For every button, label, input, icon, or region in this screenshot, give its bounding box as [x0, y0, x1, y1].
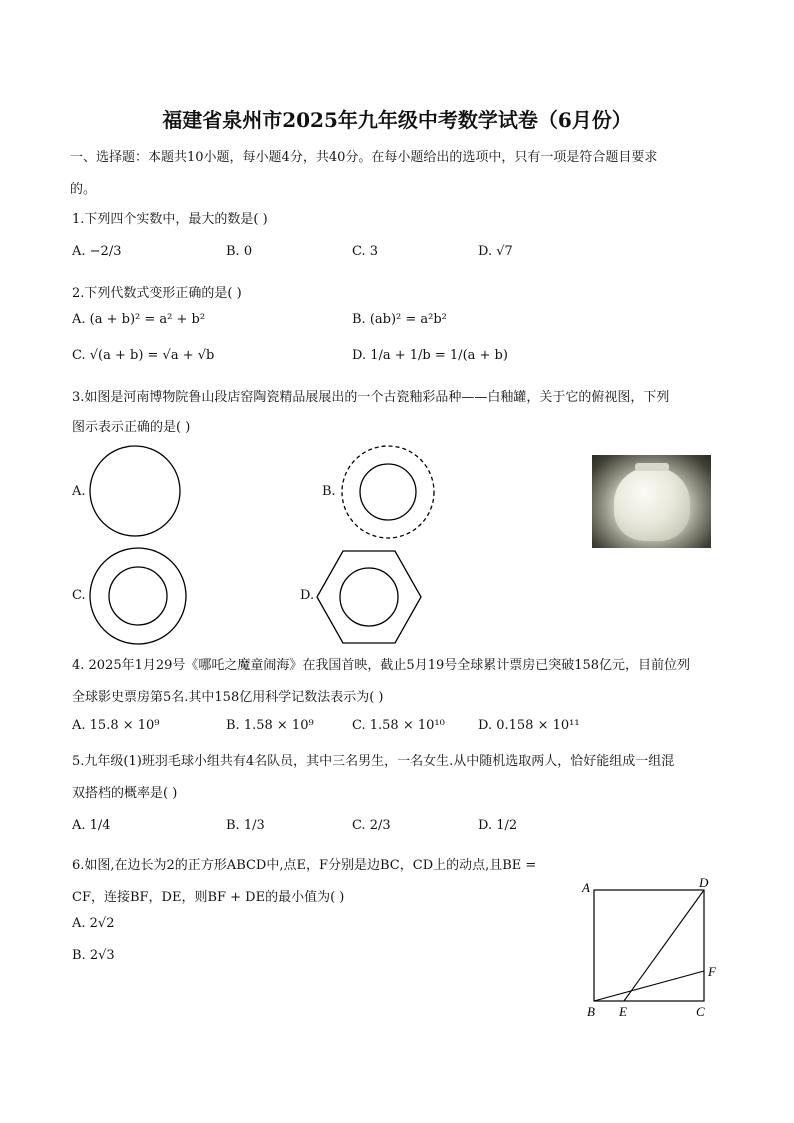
q2-option-a[interactable]: A. (a + b)² = a² + b²: [72, 312, 206, 327]
q3-figure-b[interactable]: [340, 444, 436, 540]
q3-stem-line1: 3.如图是河南博物院鲁山段店窑陶瓷精品展展出的一个古瓷釉彩品种——白釉罐，关于它的俯视图，下列: [72, 390, 670, 405]
q3-option-c-label[interactable]: C.: [72, 588, 86, 603]
q3-option-a-label[interactable]: A.: [72, 484, 86, 499]
q1-option-d[interactable]: D. √7: [478, 244, 513, 259]
label-e: E: [619, 1004, 627, 1019]
section-instructions-line2: 的。: [70, 182, 97, 197]
q5-option-c[interactable]: C. 2/3: [352, 818, 391, 833]
single-circle: [90, 446, 180, 536]
q2-option-c[interactable]: C. √(a + b) = √a + √b: [72, 348, 215, 363]
inner-circle: [340, 568, 398, 626]
segment-bf: [594, 971, 704, 1001]
white-glazed-jar-photo: [592, 455, 711, 548]
q5-option-a[interactable]: A. 1/4: [72, 818, 111, 833]
q4-option-c[interactable]: C. 1.58 × 10¹⁰: [352, 718, 445, 733]
section-instructions-line1: 一、选择题：本题共10小题，每小题4分，共40分。在每小题给出的选项中，只有一项是符合题目要求: [70, 150, 658, 165]
label-d: D: [699, 875, 709, 890]
jar-body: [614, 467, 690, 541]
q6-stem-line1: 6.如图,在边长为2的正方形ABCD中,点E，F分别是边BC，CD上的动点,且BE =: [72, 858, 537, 873]
q4-option-d[interactable]: D. 0.158 × 10¹¹: [478, 718, 580, 733]
q6-option-b[interactable]: B. 2√3: [72, 948, 115, 963]
q5-stem-line1: 5.九年级(1)班羽毛球小组共有4名队员，其中三名男生，一名女生.从中随机选取两人，恰好能组成一组混: [72, 754, 675, 769]
q4-stem-line2: 全球影史票房第5名.其中158亿用科学记数法表示为( ): [72, 690, 384, 705]
inner-circle: [360, 464, 416, 520]
q3-option-d-label[interactable]: D.: [300, 588, 315, 603]
q5-option-d[interactable]: D. 1/2: [478, 818, 518, 833]
jar-neck: [635, 463, 669, 471]
q3-stem-line2: 图示表示正确的是( ): [72, 420, 191, 435]
label-c: C: [696, 1004, 705, 1019]
q4-option-a[interactable]: A. 15.8 × 10⁹: [72, 718, 160, 733]
hexagon: [317, 551, 421, 643]
q1-option-a[interactable]: A. −2/3: [72, 244, 122, 259]
label-b: B: [587, 1004, 595, 1019]
label-f: F: [708, 964, 716, 979]
q1-option-b[interactable]: B. 0: [226, 244, 253, 259]
segment-de: [624, 890, 704, 1001]
q6-stem-line2: CF，连接BF，DE，则BF + DE的最小值为( ): [72, 890, 345, 905]
q6-option-a[interactable]: A. 2√2: [72, 916, 115, 931]
inner-circle: [109, 567, 167, 625]
square-abcd: [594, 890, 704, 1001]
q2-option-b[interactable]: B. (ab)² = a²b²: [352, 312, 447, 327]
q3-figure-a[interactable]: [88, 444, 182, 538]
q2-option-d[interactable]: D. 1/a + 1/b = 1/(a + b): [352, 348, 508, 363]
q1-stem: 1.下列四个实数中，最大的数是( ): [72, 212, 268, 227]
label-a: A: [582, 880, 590, 895]
q5-stem-line2: 双搭档的概率是( ): [72, 786, 178, 801]
q1-option-c[interactable]: C. 3: [352, 244, 379, 259]
q6-square-figure: [578, 872, 728, 1022]
q5-option-b[interactable]: B. 1/3: [226, 818, 265, 833]
page-title: 福建省泉州市2025年九年级中考数学试卷（6月份）: [162, 108, 632, 132]
q3-figure-c[interactable]: [88, 546, 188, 646]
outer-circle: [90, 548, 186, 644]
q4-option-b[interactable]: B. 1.58 × 10⁹: [226, 718, 314, 733]
q2-stem: 2.下列代数式变形正确的是( ): [72, 286, 242, 301]
q4-stem-line1: 4. 2025年1月29号《哪吒之魔童闹海》在我国首映，截止5月19号全球累计票房已突破158亿元，目前位列: [72, 658, 691, 673]
q3-figure-d[interactable]: [316, 550, 422, 644]
dashed-outer-circle: [342, 446, 434, 538]
q3-option-b-label[interactable]: B.: [322, 484, 336, 499]
